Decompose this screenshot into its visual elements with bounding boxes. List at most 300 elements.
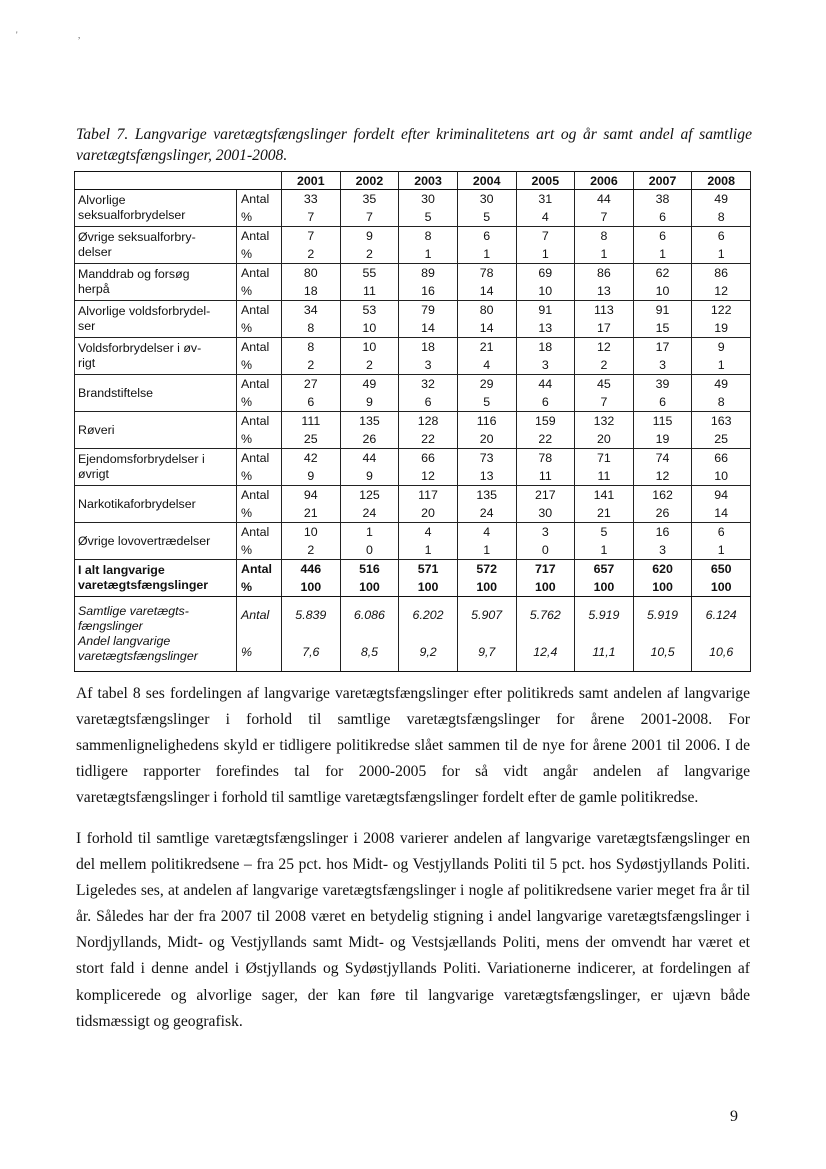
value-cell [282,560,341,597]
value: 6.202 [412,608,444,622]
value-cell [516,338,575,375]
unit-cell [237,190,282,227]
value-cell [457,375,516,412]
value: 24 [362,506,377,520]
value-cell [516,523,575,560]
value-cell [633,338,692,375]
value-cell [340,412,399,449]
value-cell [340,190,399,227]
value: 14 [714,506,729,520]
row-label [75,486,237,523]
value-cell [282,449,341,486]
value-cell [340,449,399,486]
value-cell [340,301,399,338]
value-cell [340,523,399,560]
value: 9 [365,395,373,409]
value: 94 [303,488,318,502]
value: 39 [655,377,670,391]
unit-cell [237,264,282,301]
unit-label: Antal [241,562,272,576]
row-label-line: Manddrab og forsøg [78,267,190,281]
value: 66 [421,451,435,465]
value-cell [282,227,341,264]
value-cell [399,560,458,597]
value-cell [399,190,458,227]
value-cell [340,597,399,672]
value: 89 [421,266,435,280]
value: 100 [300,580,322,594]
value: 78 [479,266,494,280]
value: 18 [303,284,318,298]
value-cell [516,375,575,412]
value: 15 [655,321,670,335]
value: 42 [303,451,318,465]
value-cell [633,190,692,227]
table-row [75,486,751,523]
value: 16 [421,284,435,298]
value-cell [399,597,458,672]
value: 55 [362,266,377,280]
value-cell [340,338,399,375]
value: 141 [593,488,615,502]
unit-cell [237,412,282,449]
value: 13 [597,284,611,298]
value: 162 [652,488,673,502]
value: 3 [424,358,432,372]
value: 5 [483,395,491,409]
value-cell [457,523,516,560]
row-label-line: Alvorlige [78,193,126,207]
row-label [75,523,237,560]
value-cell [282,486,341,523]
value: 6 [541,395,549,409]
value: 49 [362,377,377,391]
value: 135 [359,414,380,428]
row-label-line: Alvorlige voldsforbrydel- [78,304,211,318]
value-cell [633,486,692,523]
value: 1 [600,543,608,557]
value: 2 [307,358,315,372]
paragraph: Af tabel 8 ses fordelingen af langvarige varetægtsfængslinger efter politikreds samt andelen af langvarige varetægtsfængslinger i forhold til samtlige varetægtsfængslinger for årene 2001-2008. For sammenlignelighedens skyld er tidligere politikredse slået sammen til de nye for årene 2001 til 2006. I de tidligere rapporter forefindes tal for 2000-2005 for så vidt angår andelen af langvarige varetægtsfængslinger i forhold til samtlige varetægtsfængslinger fordelt efter de gamle politikredse. [76,685,750,807]
value: 4 [541,210,549,224]
unit-cell [237,486,282,523]
value: 14 [479,321,494,335]
value-cell [692,412,751,449]
table-row [75,190,751,227]
value: 657 [593,562,615,576]
value: 7 [307,229,315,243]
unit-cell [237,560,282,597]
value-cell [633,597,692,672]
value: 31 [538,192,553,206]
value: 49 [714,192,729,206]
value: 79 [421,303,435,317]
unit-label: Antal [241,340,270,354]
value: 17 [597,321,611,335]
scan-mark: , [78,30,81,40]
value: 66 [714,451,729,465]
value: 80 [479,303,494,317]
value: 80 [303,266,318,280]
value: 86 [597,266,611,280]
unit-label: Antal [241,488,270,502]
value: 74 [655,451,670,465]
value: 7,6 [302,645,320,659]
value: 516 [359,562,380,576]
row-label-line: delser [78,245,112,259]
value: 7 [365,210,373,224]
value: 115 [652,414,673,428]
value-cell [457,560,516,597]
value: 6 [307,395,315,409]
value: 0 [365,543,373,557]
value: 19 [714,321,729,335]
table-header-corner [75,172,282,190]
value-cell [516,301,575,338]
row-label [75,227,237,264]
value-cell [340,560,399,597]
value: 5 [600,525,608,539]
value-cell [633,227,692,264]
table-row [75,560,751,597]
value: 117 [418,488,438,502]
value-cell [692,523,751,560]
value: 6 [483,229,491,243]
value-cell [282,412,341,449]
value: 35 [362,192,377,206]
value: 8 [600,229,608,243]
value-cell [399,523,458,560]
value-cell [399,227,458,264]
value: 9 [365,469,373,483]
value: 1 [424,543,432,557]
value: 159 [534,414,556,428]
unit-label: % [241,645,253,659]
table-row [75,338,751,375]
unit-label: % [241,543,253,557]
value: 24 [479,506,494,520]
value-cell [282,338,341,375]
unit-cell [237,301,282,338]
year-header: 2005 [516,172,575,190]
value: 100 [652,580,673,594]
value: 4 [483,358,491,372]
value: 10 [538,284,553,298]
value: 45 [597,377,611,391]
table-row [75,227,751,264]
unit-label: Antal [241,451,270,465]
table-row [75,301,751,338]
table-caption: Tabel 7. Langvarige varetægtsfængslinger fordelt efter kriminalitetens art og år samt andel af samtlige varetægtsfængslinger, 2001-2008. [76,126,752,164]
value-cell [575,486,634,523]
value: 6 [659,229,667,243]
value-cell [516,412,575,449]
value: 100 [534,580,556,594]
value-cell [575,375,634,412]
value: 9,2 [419,645,437,659]
value: 163 [710,414,732,428]
year-header: 2008 [692,172,751,190]
value: 22 [421,432,435,446]
value-cell [692,301,751,338]
value: 21 [479,340,494,354]
value: 6.124 [705,608,737,622]
value: 12,4 [533,645,558,659]
unit-label: Antal [241,414,270,428]
value: 116 [476,414,497,428]
row-label [75,449,237,486]
table-row [75,412,751,449]
row-label-line: Brandstiftelse [78,385,154,400]
value: 8,5 [360,645,379,659]
value: 1 [717,358,725,372]
value: 12 [421,469,435,483]
value: 1 [541,247,549,261]
unit-label: % [241,580,253,594]
table-header-row [75,172,751,190]
table-row [75,264,751,301]
value: 4 [483,525,491,539]
value-cell [575,449,634,486]
unit-cell [237,449,282,486]
value-cell [282,301,341,338]
value-cell [457,338,516,375]
value: 100 [593,580,615,594]
value: 8 [424,229,432,243]
value-cell [282,375,341,412]
unit-label: Antal [241,229,270,243]
page-number: 9 [730,1108,738,1125]
value: 113 [594,303,614,317]
value: 1 [483,543,491,557]
value: 30 [538,506,553,520]
value-cell [633,523,692,560]
value-cell [516,449,575,486]
row-label-line: Røveri [78,422,115,437]
table-body [75,190,751,672]
value: 217 [534,488,556,502]
value-cell [692,227,751,264]
value-cell [340,375,399,412]
value-cell [457,449,516,486]
value: 91 [655,303,670,317]
value-cell [340,486,399,523]
value: 33 [303,192,318,206]
value-cell [575,190,634,227]
value: 14 [479,284,494,298]
row-label-line: herpå [78,282,110,296]
value-cell [282,523,341,560]
value: 10 [655,284,670,298]
paragraph: I forhold til samtlige varetægtsfængslinger i 2008 varierer andelen af langvarige varetægtsfængslinger en del mellem politikredsene – fra 25 pct. hos Midt- og Vestjyllands Politi til 5 pct. hos Sydøstjyllands Politi. Ligeledes ses, at andelen af langvarige varetægtsfængslinger i nogle af politikredsene varier meget fra år til år. Således har der fra 2007 til 2008 været en betydelig stigning i andel langvarige varetægtsfængslinger i Nordjyllands, Midt- og Vestjyllands samt Midt- og Vestsjællands Politi, mens der omvendt har været et stort fald i denne andel i Østjyllands og Sydøstjyllands Politi. Variationerne indicerer, at fordelingen af komplicerede og alvorlige sager, der kan føre til langvarige varetægtsfængslinger, er ujævn både tidsmæssigt og geografisk. [76,830,750,1030]
row-label-line: fængslinger [78,619,143,633]
unit-label: % [241,358,253,372]
value: 6 [717,525,725,539]
value-cell [692,449,751,486]
value: 34 [303,303,318,317]
value-cell [340,264,399,301]
unit-label: % [241,432,253,446]
value: 100 [710,580,732,594]
value: 62 [655,266,670,280]
data-table [74,171,751,672]
value-cell [516,560,575,597]
row-label-line: Voldsforbrydelser i øv- [78,341,202,355]
row-label [75,560,237,597]
value: 26 [655,506,670,520]
value: 6 [659,210,667,224]
value: 86 [714,266,729,280]
value: 3 [541,525,549,539]
value-cell [340,227,399,264]
row-label [75,597,237,672]
value: 6 [717,229,725,243]
table-row [75,375,751,412]
value-cell [516,227,575,264]
unit-label: Antal [241,266,270,280]
row-label-line: øvrigt [78,467,109,481]
value: 6.086 [353,608,385,622]
row-label [75,338,237,375]
value: 25 [714,432,729,446]
row-label [75,264,237,301]
unit-label: % [241,247,253,261]
value-cell [457,190,516,227]
value: 20 [597,432,611,446]
unit-cell [237,597,282,672]
row-label-line: Øvrige lovovertrædelser [78,533,211,548]
row-label-line: Øvrige seksualforbry- [78,230,196,244]
row-label [75,190,237,227]
value: 10,5 [650,645,675,659]
unit-label: % [241,321,253,335]
row-label-line: Samtlige varetægts- [78,604,189,618]
value-cell [399,486,458,523]
unit-label: Antal [241,303,270,317]
year-header: 2004 [457,172,516,190]
value-cell [575,227,634,264]
row-label [75,412,237,449]
value-cell [633,449,692,486]
value: 19 [655,432,670,446]
value-cell [575,597,634,672]
value-cell [633,301,692,338]
value-cell [575,301,634,338]
value: 1 [659,247,667,261]
value: 16 [655,525,670,539]
value: 10 [362,321,377,335]
value: 8 [307,321,315,335]
value: 10 [303,525,318,539]
value: 49 [714,377,729,391]
unit-cell [237,338,282,375]
value: 20 [479,432,494,446]
year-header: 2003 [399,172,458,190]
value-cell [457,301,516,338]
scan-mark: ' [16,30,18,40]
value: 650 [710,562,732,576]
value: 572 [476,562,498,576]
value: 21 [303,506,318,520]
value: 69 [538,266,553,280]
value: 53 [362,303,377,317]
value: 620 [652,562,673,576]
value-cell [633,560,692,597]
row-label-line: ser [78,319,96,333]
value: 717 [534,562,556,576]
value-cell [692,486,751,523]
value: 7 [600,210,608,224]
value: 44 [597,192,611,206]
value-cell [457,412,516,449]
value-cell [399,264,458,301]
table-row [75,449,751,486]
value: 8 [307,340,315,354]
value-cell [692,338,751,375]
value: 6 [659,395,667,409]
value: 2 [365,358,373,372]
value: 30 [479,192,494,206]
value: 4 [424,525,432,539]
value-cell [516,264,575,301]
value: 3 [541,358,549,372]
value-cell [692,264,751,301]
value: 38 [655,192,670,206]
row-label-line: I alt langvarige [78,563,165,577]
value-cell [399,338,458,375]
value: 8 [717,395,725,409]
value: 91 [538,303,553,317]
unit-label: % [241,469,253,483]
unit-label: % [241,506,253,520]
value: 1 [365,525,373,539]
value: 9 [307,469,315,483]
value: 10,6 [709,645,734,659]
year-header: 2001 [282,172,341,190]
value: 9 [365,229,373,243]
unit-cell [237,227,282,264]
value: 100 [476,580,498,594]
value: 0 [541,543,549,557]
value-cell [457,597,516,672]
row-label-line: Narkotikaforbrydelser [78,496,196,511]
value-cell [516,597,575,672]
value: 9,7 [478,645,496,659]
value: 5 [424,210,432,224]
value: 5.762 [529,608,561,622]
value: 11 [538,469,552,483]
value: 13 [479,469,494,483]
value: 25 [303,432,318,446]
value-cell [575,264,634,301]
row-label-line: varetægtsfængslinger [78,578,209,592]
value: 111 [301,414,321,428]
value: 29 [479,377,494,391]
value-cell [575,523,634,560]
value: 3 [659,358,667,372]
value: 26 [362,432,377,446]
value: 122 [710,303,732,317]
value: 7 [600,395,608,409]
value: 21 [597,506,611,520]
unit-label: Antal [241,608,270,622]
value-cell [575,412,634,449]
value: 11 [363,284,376,298]
value-cell [692,560,751,597]
value: 5.919 [588,608,620,622]
value: 100 [417,580,439,594]
value: 44 [538,377,553,391]
